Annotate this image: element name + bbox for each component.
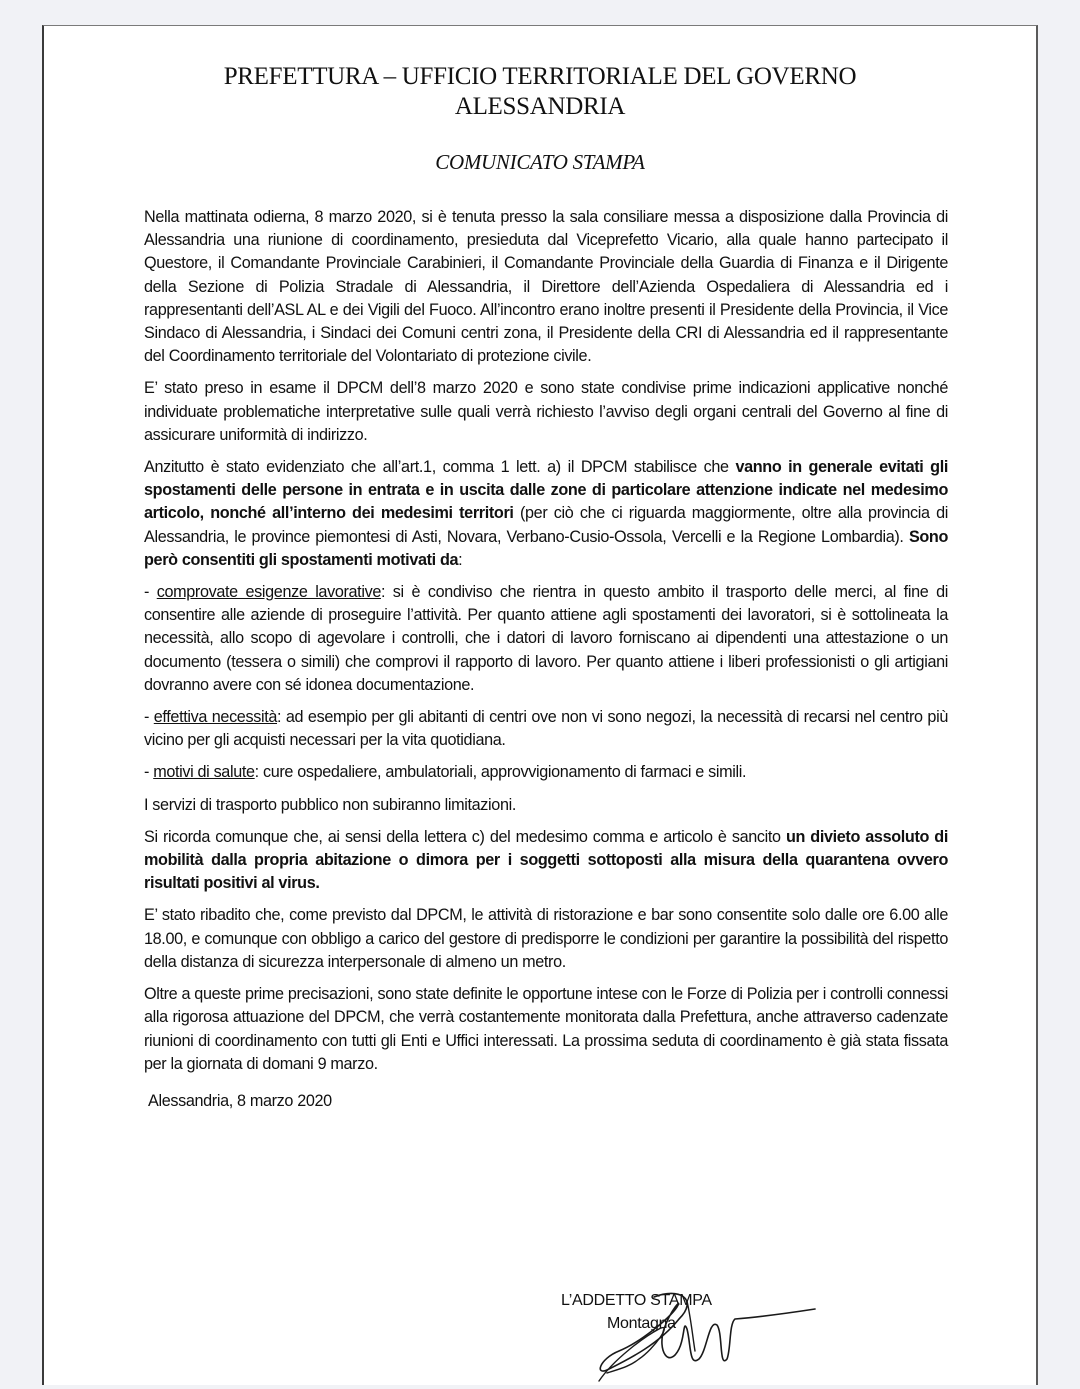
handwritten-signature-icon	[559, 1289, 819, 1389]
signature-name: Montagna	[607, 1315, 676, 1332]
document-body	[144, 206, 948, 1122]
document-page	[42, 25, 1038, 1385]
paragraph-quarantine	[144, 826, 948, 896]
header-office-title: PREFETTURA – UFFICIO TERRITORIALE DEL GOVERNO	[223, 63, 857, 90]
header-city: ALESSANDRIA	[454, 93, 626, 120]
list-dash: -	[144, 708, 154, 727]
bold-segment: un divieto assoluto di mobilità dalla propria abitazione o dimora per i soggetti sottoposti alla misura della quarantena ovvero risultati positivi al virus.	[144, 827, 948, 893]
paragraph-movement-rules	[144, 456, 948, 572]
paragraph-restaurants: E’ stato ribadito che, come previsto dal DPCM, le attività di ristorazione e bar sono consentite solo dalle ore 6.00 alle 18.00, e comunque con obbligo a carico del gestore di predisporre le condizioni per garantire la possibilità del rispetto della distanza di sicurezza interpersonale di almeno un metro.	[144, 906, 948, 971]
place-and-date: Alessandria, 8 marzo 2020	[148, 1091, 332, 1110]
list-dash: -	[144, 583, 157, 602]
list-item-label: effettiva necessità	[153, 708, 277, 727]
list-item-text: : cure ospedaliere, ambulatoriali, approvvigionamento di farmaci e simili.	[254, 763, 747, 782]
list-item-health	[144, 761, 948, 784]
document-header	[44, 62, 1036, 122]
paragraph-public-transport: I servizi di trasporto pubblico non subiranno limitazioni.	[144, 795, 516, 814]
paragraph-meeting: Nella mattinata odierna, 8 marzo 2020, si è tenuta presso la sala consiliare messa a disposizione dalla Provincia di Alessandria una riunione di coordinamento, presieduta dal Viceprefetto Vicario, alla quale hanno partecipato il Questore, il Comandante Provinciale Carabinieri, il Comandante Provinciale della Guardia di Finanza e il Dirigente della Sezione di Polizia Stradale di Alessandria, il Direttore dell’Azienda Ospedaliera di Alessandria ed i rappresentanti dell’ASL AL e dei Vigili del Fuoco. All’incontro erano inoltre presenti il Presidente della Provincia, il Vice Sindaco di Alessandria, i Sindaci dei Comuni centri zona, il Presidente della CRI di Alessandria ed il rappresentante del Coordinamento territoriale del Volontariato di protezione civile.	[144, 208, 948, 366]
list-item-text: : ad esempio per gli abitanti di centri ove non vi sono negozi, la necessità di recarsi nel centro più vicino per gli acquisti necessari per la vita quotidiana.	[144, 708, 948, 750]
bold-segment: vanno in generale evitati gli spostamenti delle persone in entrata e in uscita dalle zone di particolare attenzione indicate nel medesimo articolo, nonché all’interno dei medesimi territori	[144, 458, 948, 523]
signature-role: L’ADDETTO STAMPA	[561, 1292, 712, 1309]
text-segment: Si ricorda comunque che, ai sensi della lettera c) del medesimo comma e articolo è sancito	[144, 827, 786, 846]
text-segment: :	[458, 550, 463, 569]
list-item-label: comprovate esigenze lavorative	[156, 583, 381, 602]
list-item-work-needs	[144, 581, 948, 697]
list-item-necessity	[144, 706, 948, 752]
text-segment: (per ciò che ci riguarda maggiormente, oltre alla provincia di Alessandria, le province piemontesi di Asti, Novara, Verbano-Cusio-Ossola, Vercelli e la Regione Lombardia).	[144, 504, 949, 546]
signature-block	[559, 1289, 819, 1389]
list-item-label: motivi di salute	[153, 763, 255, 782]
list-item-text: : si è condiviso che rientra in questo ambito il trasporto delle merci, al fine di consentire alle aziende di proseguire l’attività. Per quanto attiene agli spostamenti dei lavoratori, si è sottolineata la necessità, allo scopo di agevolare i controlli, che i datori di lavoro forniscano ai dipendenti una attestazione o un documento (tessera o simili) che comprovi il rapporto di lavoro. Per quanto attiene i liberi professionisti o gli artigiani dovranno avere con sé idonea documentazione.	[144, 583, 948, 694]
list-dash: -	[144, 763, 154, 782]
document-subtitle: COMUNICATO STAMPA	[435, 150, 645, 174]
paragraph-dpcm-review: E’ stato preso in esame il DPCM dell’8 marzo 2020 e sono state condivise prime indicazioni applicative nonché individuate problematiche interpretative sulle quali verrà richiesto l’avviso degli organi centrali del Governo al fine di assicurare uniformità di indirizzo.	[144, 379, 948, 444]
paragraph-police-controls: Oltre a queste prime precisazioni, sono state definite le opportune intese con le Forze di Polizia per i controlli connessi alla rigorosa attuazione del DPCM, che verrà costantemente monitorata dalla Prefettura, anche attraverso cadenzate riunioni di coordinamento con tutti gli Enti e Uffici interessati. La prossima seduta di coordinamento è già stata fissata per la giornata di domani 9 marzo.	[144, 985, 948, 1073]
text-segment: Anzitutto è stato evidenziato che all’art.1, comma 1 lett. a) il DPCM stabilisce che	[144, 458, 736, 477]
bold-segment: Sono però consentiti gli spostamenti motivati da	[144, 527, 948, 569]
